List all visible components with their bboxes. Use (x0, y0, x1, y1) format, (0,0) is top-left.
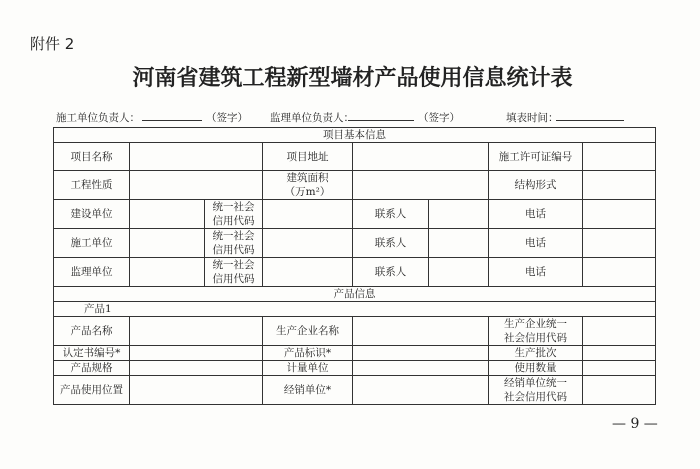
credit-code-line1: 统一社会 (212, 201, 255, 213)
permit-no-field[interactable] (583, 143, 656, 171)
manufacturer-label: 生产企业名称 (263, 317, 353, 346)
unit-measure-label: 计量单位 (263, 361, 353, 376)
unit-field[interactable] (130, 258, 205, 287)
product-index: 产品1 (54, 302, 656, 317)
contact-field[interactable] (429, 229, 489, 258)
contact-field[interactable] (429, 258, 489, 287)
contact-label: 联系人 (353, 229, 429, 258)
credit-code-line2: 信用代码 (212, 215, 255, 227)
distributor-field[interactable] (353, 376, 489, 405)
quantity-field[interactable] (583, 361, 656, 376)
building-area-label (263, 171, 353, 200)
credit-code-field[interactable] (263, 229, 353, 258)
unit-label: 监理单位 (54, 258, 130, 287)
distributor-label: 经销单位* (263, 376, 353, 405)
manu-code-line1: 生产企业统一 (504, 318, 567, 330)
document-title: 河南省建筑工程新型墙材产品使用信息统计表 (132, 65, 573, 91)
product-name-field[interactable] (130, 317, 263, 346)
product-mark-label: 产品标识* (263, 346, 353, 361)
credit-code-field[interactable] (263, 200, 353, 229)
project-section-header: 项目基本信息 (54, 128, 656, 143)
sign-note: （签字） (206, 112, 248, 124)
attachment-label: 附件 2 (30, 35, 75, 53)
permit-no-label: 施工许可证编号 (489, 143, 583, 171)
project-name-label: 项目名称 (54, 143, 130, 171)
unit-label: 建设单位 (54, 200, 130, 229)
structure-form-field[interactable] (583, 171, 656, 200)
dist-code-line1: 经销单位统一 (504, 377, 567, 389)
product-mark-field[interactable] (353, 346, 489, 361)
unit-field[interactable] (130, 229, 205, 258)
batch-field[interactable] (583, 346, 656, 361)
location-field[interactable] (130, 376, 263, 405)
phone-field[interactable] (583, 200, 656, 229)
manu-code-line2: 社会信用代码 (504, 332, 567, 344)
contact-label: 联系人 (353, 200, 429, 229)
fill-time-field[interactable] (556, 110, 624, 121)
project-nature-field[interactable] (130, 171, 263, 200)
building-area-text: 建筑面积 (286, 172, 329, 184)
credit-code-field[interactable] (263, 258, 353, 287)
unit-field[interactable] (130, 200, 205, 229)
building-area-field[interactable] (353, 171, 489, 200)
unit-label: 施工单位 (54, 229, 130, 258)
manufacturer-field[interactable] (353, 317, 489, 346)
credit-code-line2: 信用代码 (212, 273, 255, 285)
contact-field[interactable] (429, 200, 489, 229)
product-name-label: 产品名称 (54, 317, 130, 346)
project-address-field[interactable] (353, 143, 489, 171)
project-name-field[interactable] (130, 143, 263, 171)
fill-time-label: 填表时间： (506, 112, 559, 124)
distributor-code-field[interactable] (583, 376, 656, 405)
location-label: 产品使用位置 (54, 376, 130, 405)
credit-code-line1: 统一社会 (212, 259, 255, 271)
contact-label: 联系人 (353, 258, 429, 287)
cert-no-label: 认定书编号* (54, 346, 130, 361)
cert-no-field[interactable] (130, 346, 263, 361)
supervision-lead-field[interactable] (348, 110, 414, 121)
distributor-code-label (489, 376, 583, 405)
manufacturer-code-field[interactable] (583, 317, 656, 346)
supervision-lead-label: 监理单位负责人： (270, 112, 354, 124)
phone-field[interactable] (583, 229, 656, 258)
manufacturer-code-label (489, 317, 583, 346)
spec-label: 产品规格 (54, 361, 130, 376)
spec-field[interactable] (130, 361, 263, 376)
unit-measure-field[interactable] (353, 361, 489, 376)
quantity-label: 使用数量 (489, 361, 583, 376)
credit-code-label (205, 200, 263, 229)
phone-label: 电话 (489, 200, 583, 229)
phone-label: 电话 (489, 229, 583, 258)
credit-code-label (205, 258, 263, 287)
structure-form-label: 结构形式 (489, 171, 583, 200)
building-area-unit: （万m²） (284, 186, 331, 198)
page-number: — 9 — (612, 416, 658, 432)
construction-lead-label: 施工单位负责人： (56, 112, 140, 124)
project-nature-label: 工程性质 (54, 171, 130, 200)
phone-field[interactable] (583, 258, 656, 287)
product-section-header: 产品信息 (54, 287, 656, 302)
project-address-label: 项目地址 (263, 143, 353, 171)
phone-label: 电话 (489, 258, 583, 287)
statistics-table (53, 127, 656, 405)
construction-lead-field[interactable] (142, 110, 202, 121)
batch-label: 生产批次 (489, 346, 583, 361)
credit-code-label (205, 229, 263, 258)
credit-code-line1: 统一社会 (212, 230, 255, 242)
dist-code-line2: 社会信用代码 (504, 391, 567, 403)
sign-note: （签字） (418, 112, 460, 124)
credit-code-line2: 信用代码 (212, 244, 255, 256)
